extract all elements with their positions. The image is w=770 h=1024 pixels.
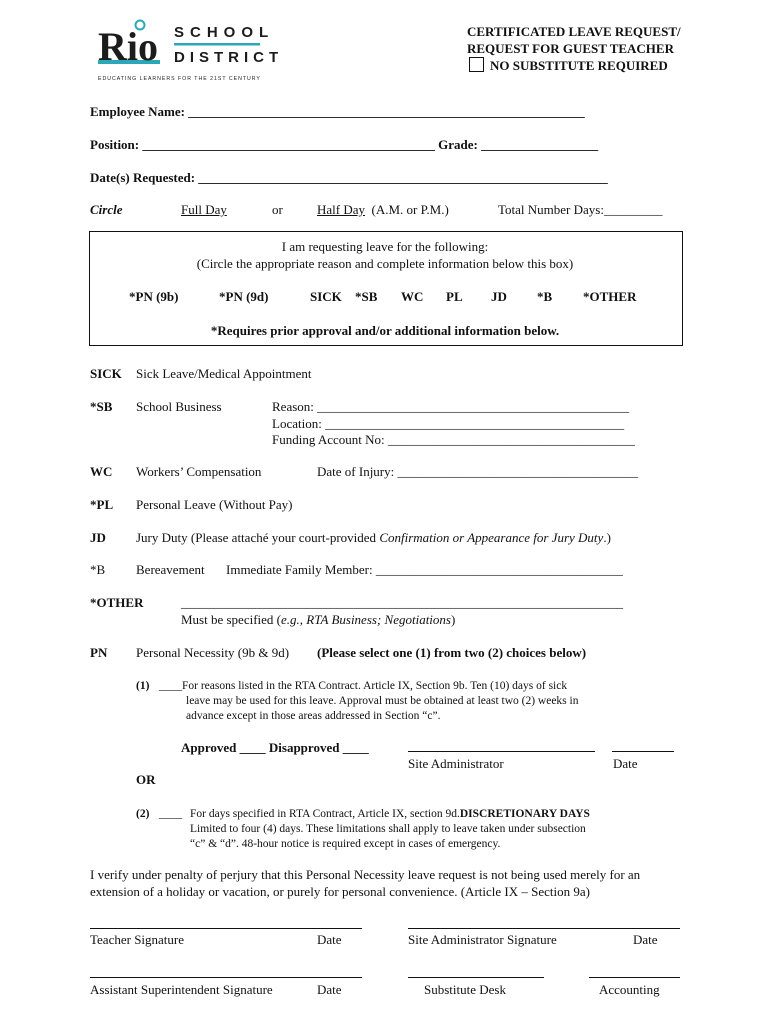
asst-super-signature-label: Assistant Superintendent Signature bbox=[90, 982, 273, 997]
reason-instruction: (Circle the appropriate reason and complete information below this box) bbox=[196, 256, 574, 271]
dates-requested-field[interactable]: Date(s) Requested: _______________________________________________________________ bbox=[90, 170, 608, 185]
option-other[interactable]: *OTHER bbox=[583, 289, 637, 304]
substitute-desk-line[interactable] bbox=[408, 977, 544, 978]
substitute-desk-label: Substitute Desk bbox=[424, 982, 506, 997]
choice-1-line3: advance except in those areas addressed in Section “c”. bbox=[186, 710, 441, 722]
choice-2-line3: “c” & “d”. 48-hour notice is required except in cases of emergency. bbox=[190, 838, 501, 850]
full-day-option[interactable]: Full Day bbox=[181, 202, 227, 217]
no-substitute-checkbox[interactable] bbox=[469, 57, 484, 72]
option-b[interactable]: *B bbox=[537, 289, 553, 304]
position-grade-field[interactable]: Position: _____________________________________________ Grade: __________________ bbox=[90, 137, 599, 152]
accounting-label: Accounting bbox=[599, 982, 660, 997]
sb-reason-field[interactable]: Reason: ________________________________________________ bbox=[272, 399, 630, 414]
verify-line2: extension of a holiday or vacation, or purely for personal convenience. (Article IX – Section 9a) bbox=[90, 884, 590, 899]
or-label: or bbox=[272, 202, 283, 217]
pl-code: *PL bbox=[90, 497, 114, 512]
wc-date-field[interactable]: Date of Injury: _____________________________________ bbox=[317, 464, 639, 479]
sb-funding-field[interactable]: Funding Account No: ______________________________________ bbox=[272, 432, 635, 447]
option-pl[interactable]: PL bbox=[446, 289, 463, 304]
sb-code: *SB bbox=[90, 399, 113, 414]
sb-description: School Business bbox=[136, 399, 222, 414]
prior-approval-note: *Requires prior approval and/or additional information below. bbox=[210, 323, 560, 338]
teacher-signature-label: Teacher Signature bbox=[90, 932, 185, 947]
option-pn-9b[interactable]: *PN (9b) bbox=[129, 289, 179, 304]
choice-1-line1[interactable]: ____For reasons listed in the RTA Contract. Article IX, Section 9b. Ten (10) days of sick bbox=[159, 680, 568, 692]
b-description: Bereavement bbox=[136, 562, 205, 577]
date-line-1[interactable] bbox=[612, 751, 674, 752]
am-pm-label: (A.M. or P.M.) bbox=[371, 202, 449, 217]
site-admin-label-1: Site Administrator bbox=[408, 756, 504, 771]
option-sick[interactable]: SICK bbox=[310, 289, 342, 304]
pl-description: Personal Leave (Without Pay) bbox=[136, 497, 293, 512]
other-field[interactable]: ____________________________________________________________________ bbox=[181, 595, 623, 610]
no-substitute-label: NO SUBSTITUTE REQUIRED bbox=[490, 58, 668, 73]
sick-code: SICK bbox=[90, 366, 122, 381]
other-specify-note: Must be specified (e.g., RTA Business; Negotiations) bbox=[181, 612, 456, 627]
choice-1-number: (1) bbox=[136, 680, 150, 692]
other-code: *OTHER bbox=[90, 595, 144, 610]
wc-description: Workers’ Compensation bbox=[136, 464, 262, 479]
site-admin-date-label: Date bbox=[633, 932, 658, 947]
form-title-line2: REQUEST FOR GUEST TEACHER bbox=[467, 41, 674, 56]
teacher-date-label: Date bbox=[317, 932, 342, 947]
circle-label: Circle bbox=[90, 202, 123, 217]
no-substitute-row bbox=[469, 57, 668, 74]
reason-intro: I am requesting leave for the following: bbox=[281, 239, 489, 254]
form-title-line1: CERTIFICATED LEAVE REQUEST/ bbox=[467, 24, 681, 39]
logo-rio-text: Rio bbox=[98, 24, 158, 69]
approval-field[interactable]: Approved ____ Disapproved ____ bbox=[181, 740, 369, 755]
site-admin-signature-line[interactable] bbox=[408, 928, 680, 929]
pn-select-note: (Please select one (1) from two (2) choices below) bbox=[317, 645, 587, 660]
logo-tagline-text: EDUCATING LEARNERS FOR THE 21ST CENTURY bbox=[98, 76, 261, 82]
b-family-member-field[interactable]: Immediate Family Member: ______________________________________ bbox=[226, 562, 623, 577]
site-admin-signature-label: Site Administrator Signature bbox=[408, 932, 557, 947]
date-label-1: Date bbox=[613, 756, 638, 771]
employee-name-field[interactable]: Employee Name: _____________________________________________________________ bbox=[90, 104, 585, 119]
option-wc[interactable]: WC bbox=[401, 289, 424, 304]
jd-code: JD bbox=[90, 530, 106, 545]
accounting-line[interactable] bbox=[589, 977, 680, 978]
total-days-field[interactable]: Total Number Days:_________ bbox=[498, 202, 663, 217]
choice-2-blank[interactable]: ____ bbox=[159, 808, 182, 820]
asst-super-date-label: Date bbox=[317, 982, 342, 997]
logo-district-text: DISTRICT bbox=[174, 49, 284, 66]
half-day-row bbox=[317, 202, 449, 218]
choice-2-line2: Limited to four (4) days. These limitations shall apply to leave taken under subsection bbox=[190, 823, 586, 835]
half-day-option[interactable]: Half Day bbox=[317, 202, 366, 217]
asst-super-signature-line[interactable] bbox=[90, 977, 362, 978]
site-admin-line-1[interactable] bbox=[408, 751, 595, 752]
option-jd[interactable]: JD bbox=[491, 289, 507, 304]
pn-description: Personal Necessity (9b & 9d) bbox=[136, 645, 290, 660]
sb-location-field[interactable]: Location: ______________________________________________ bbox=[272, 416, 625, 431]
wc-code: WC bbox=[90, 464, 113, 479]
choice-2-number: (2) bbox=[136, 808, 150, 820]
or-divider: OR bbox=[136, 772, 156, 787]
jd-description: Jury Duty (Please attaché your court-provided Confirmation or Appearance for Jury Duty.) bbox=[136, 530, 611, 545]
logo-mark bbox=[96, 20, 284, 84]
option-pn-9d[interactable]: *PN (9d) bbox=[219, 289, 269, 304]
choice-1-line2: leave may be used for this leave. Approval must be obtained at least two (2) weeks in bbox=[186, 695, 579, 707]
b-code: *B bbox=[90, 562, 106, 577]
sick-description: Sick Leave/Medical Appointment bbox=[136, 366, 312, 381]
district-logo bbox=[96, 20, 284, 84]
logo-school-text: SCHOOL bbox=[174, 24, 275, 41]
option-sb[interactable]: *SB bbox=[355, 289, 378, 304]
verify-line1: I verify under penalty of perjury that this Personal Necessity leave request is not being used merely for an bbox=[90, 867, 641, 882]
pn-code: PN bbox=[90, 645, 108, 660]
choice-2-line1: For days specified in RTA Contract, Article IX, section 9d.DISCRETIONARY DAYS bbox=[190, 808, 590, 820]
teacher-signature-line[interactable] bbox=[90, 928, 362, 929]
